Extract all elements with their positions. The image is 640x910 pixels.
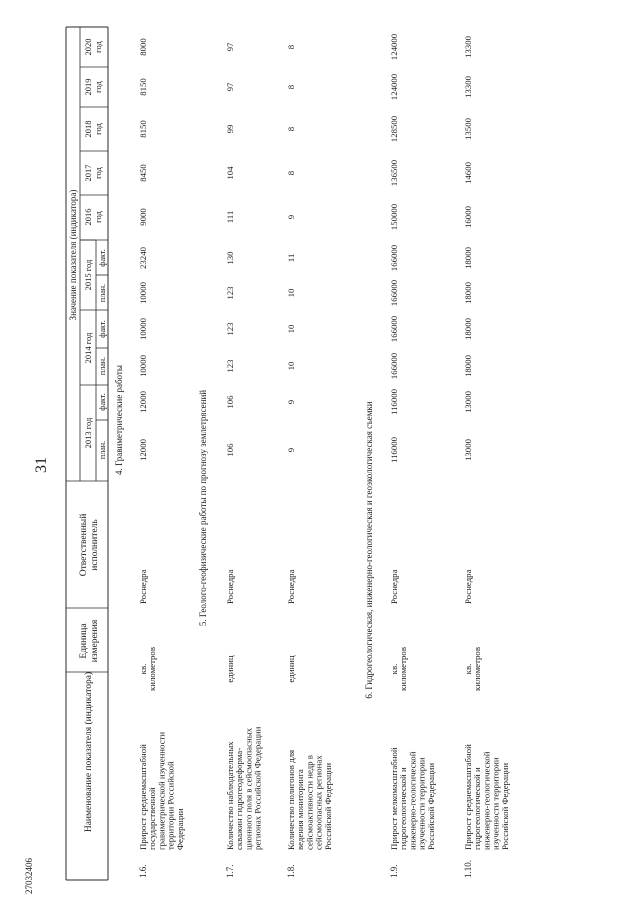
row-value: 116000: [389, 388, 399, 416]
row-value: 13300: [463, 36, 473, 58]
row-unit: километров: [472, 647, 483, 691]
row-value: 97: [225, 42, 235, 52]
row-value: 9: [286, 447, 296, 453]
header-y2017: год: [93, 167, 103, 179]
row-name: Федерации: [174, 808, 185, 850]
header-fact: факт.: [98, 320, 107, 338]
row-executor: Роснедра: [463, 569, 473, 604]
row-name: Прирост мелкомасштабной: [389, 747, 399, 850]
row-value: 10000: [138, 318, 148, 340]
header-y2020: 2020: [83, 38, 93, 56]
table-header: [68, 39, 107, 833]
row-value: 16000: [463, 206, 473, 228]
header-y2017: 2017: [83, 164, 93, 182]
row-name: ведения мониторинга: [295, 769, 306, 850]
row-name: территории Российской: [165, 761, 176, 850]
row-name: гидрогеологической и: [472, 767, 483, 850]
row-name: Количество полигонов для: [286, 749, 296, 850]
row-name: регионах Российской Федерации: [252, 726, 263, 850]
page-number: 31: [33, 457, 50, 473]
row-value: 9: [286, 399, 296, 405]
header-2013: 2013 год: [83, 417, 93, 449]
header-name: Наименование показателя (индикатора): [84, 671, 94, 833]
row-name: Российской Федерации: [499, 762, 510, 850]
row-number: 1.6.: [138, 864, 148, 878]
row-unit: кв.: [389, 663, 399, 675]
row-value: 150000: [389, 203, 399, 231]
row-name: инженерно-геологической: [481, 751, 492, 850]
section-title: 5. Геолого-геофизические работы по прогнозу землетрясений: [198, 389, 208, 627]
row-value: 18000: [463, 247, 473, 269]
row-unit: кв.: [138, 663, 148, 675]
row-value: 128500: [389, 115, 399, 143]
section-title: 4. Гравиметрические работы: [114, 365, 124, 475]
header-plan: план.: [98, 440, 107, 460]
row-value: 12000: [138, 391, 148, 413]
row-value: 8: [286, 44, 296, 50]
row-unit: единиц: [225, 655, 235, 683]
row-value: 106: [225, 395, 235, 409]
row-unit: кв.: [463, 663, 473, 675]
row-executor: Роснедра: [138, 569, 148, 604]
row-name: гидрогеологической и: [398, 767, 409, 850]
row-value: 116000: [389, 436, 399, 464]
header-unit: Единица: [79, 623, 89, 659]
row-name: скважин гидрогеодеформа-: [234, 747, 245, 850]
header-y2016: год: [93, 211, 103, 223]
row-value: 12000: [138, 439, 148, 461]
row-value: 8: [286, 126, 296, 132]
row-number: 1.8.: [286, 864, 296, 878]
row-name: сейсмоактивности недр в: [304, 755, 315, 850]
header-y2016: 2016: [83, 208, 93, 226]
header-2015: 2015 год: [83, 259, 93, 291]
row-value: 124000: [389, 33, 399, 61]
side-code: 27032406: [24, 858, 34, 894]
row-value: 106: [225, 443, 235, 457]
row-executor: Роснедра: [286, 569, 296, 604]
row-value: 123: [225, 359, 235, 373]
row-value: 10: [286, 288, 296, 298]
row-value: 8000: [138, 38, 148, 56]
row-value: 8150: [138, 78, 148, 96]
row-value: 8150: [138, 120, 148, 138]
row-name: Прирост среднемасштабной: [463, 744, 473, 850]
header-y2020: год: [93, 41, 103, 53]
row-number: 1.10.: [463, 860, 473, 878]
row-name: инженерно-геологической: [407, 751, 418, 850]
row-name: изученности территории: [490, 757, 501, 850]
row-name: гравиметрической изученности: [156, 731, 167, 850]
row-value: 10: [286, 324, 296, 334]
row-name: Российской Федерации: [425, 762, 436, 850]
row-value: 8450: [138, 164, 148, 182]
row-value: 123: [225, 286, 235, 300]
header-fact: факт.: [98, 393, 107, 411]
row-value: 11: [286, 253, 296, 263]
header-y2018: год: [93, 123, 103, 135]
header-executor: исполнитель: [90, 519, 100, 571]
header-fact: факт.: [98, 249, 107, 267]
row-value: 18000: [463, 282, 473, 304]
header-plan: план.: [98, 283, 107, 303]
row-name: государственной: [147, 787, 158, 850]
row-executor: Роснедра: [225, 569, 235, 604]
row-value: 8: [286, 170, 296, 176]
header-y2019: год: [93, 81, 103, 93]
row-value: 13300: [463, 76, 473, 98]
row-value: 123: [225, 322, 235, 336]
row-value: 124000: [389, 73, 399, 101]
header-2014: 2014 год: [83, 332, 93, 364]
row-value: 9: [286, 214, 296, 220]
header-unit: измерения: [90, 619, 100, 663]
row-value: 13500: [463, 118, 473, 140]
row-value: 166000: [389, 315, 399, 343]
row-value: 10000: [138, 282, 148, 304]
row-unit: километров: [398, 647, 409, 691]
row-value: 166000: [389, 279, 399, 307]
header-y2018: 2018: [83, 120, 93, 138]
row-value: 99: [225, 124, 235, 134]
table-body: [114, 33, 510, 878]
row-name: Прирост среднемасштабной: [138, 744, 148, 850]
row-executor: Роснедра: [389, 569, 399, 604]
row-value: 8: [286, 84, 296, 90]
row-value: 10000: [138, 355, 148, 377]
header-executor: Ответственный: [79, 513, 89, 577]
row-value: 136500: [389, 159, 399, 187]
row-number: 1.7.: [225, 864, 235, 878]
row-name: Количество наблюдательных: [225, 741, 235, 850]
row-value: 104: [225, 166, 235, 180]
row-value: 14600: [463, 162, 473, 184]
row-value: 18000: [463, 318, 473, 340]
row-name: сейсмоопасных регионах: [313, 755, 324, 850]
header-y2019: 2019: [83, 78, 93, 96]
row-value: 23240: [138, 247, 148, 269]
row-number: 1.9.: [389, 864, 399, 878]
row-value: 111: [225, 210, 235, 224]
row-name: ционного поля в сейсмоопасных: [243, 727, 254, 850]
row-value: 97: [225, 82, 235, 92]
row-value: 130: [225, 251, 235, 265]
row-value: 166000: [389, 244, 399, 272]
row-value: 9000: [138, 208, 148, 226]
header-plan: план.: [98, 356, 107, 376]
section-title: 6. Гидрогеологическая, инженерно-геологическая и геоэкологическая съемки: [364, 401, 374, 699]
row-unit: единиц: [286, 655, 296, 683]
row-name: изученности территории: [416, 757, 427, 850]
row-value: 166000: [389, 352, 399, 380]
row-value: 18000: [463, 355, 473, 377]
row-unit: километров: [147, 647, 158, 691]
row-value: 13000: [463, 391, 473, 413]
row-value: 13000: [463, 439, 473, 461]
row-name: Российской Федерации: [322, 762, 333, 850]
row-value: 10: [286, 361, 296, 371]
header-values: Значение показателя (индикатора): [68, 189, 78, 321]
